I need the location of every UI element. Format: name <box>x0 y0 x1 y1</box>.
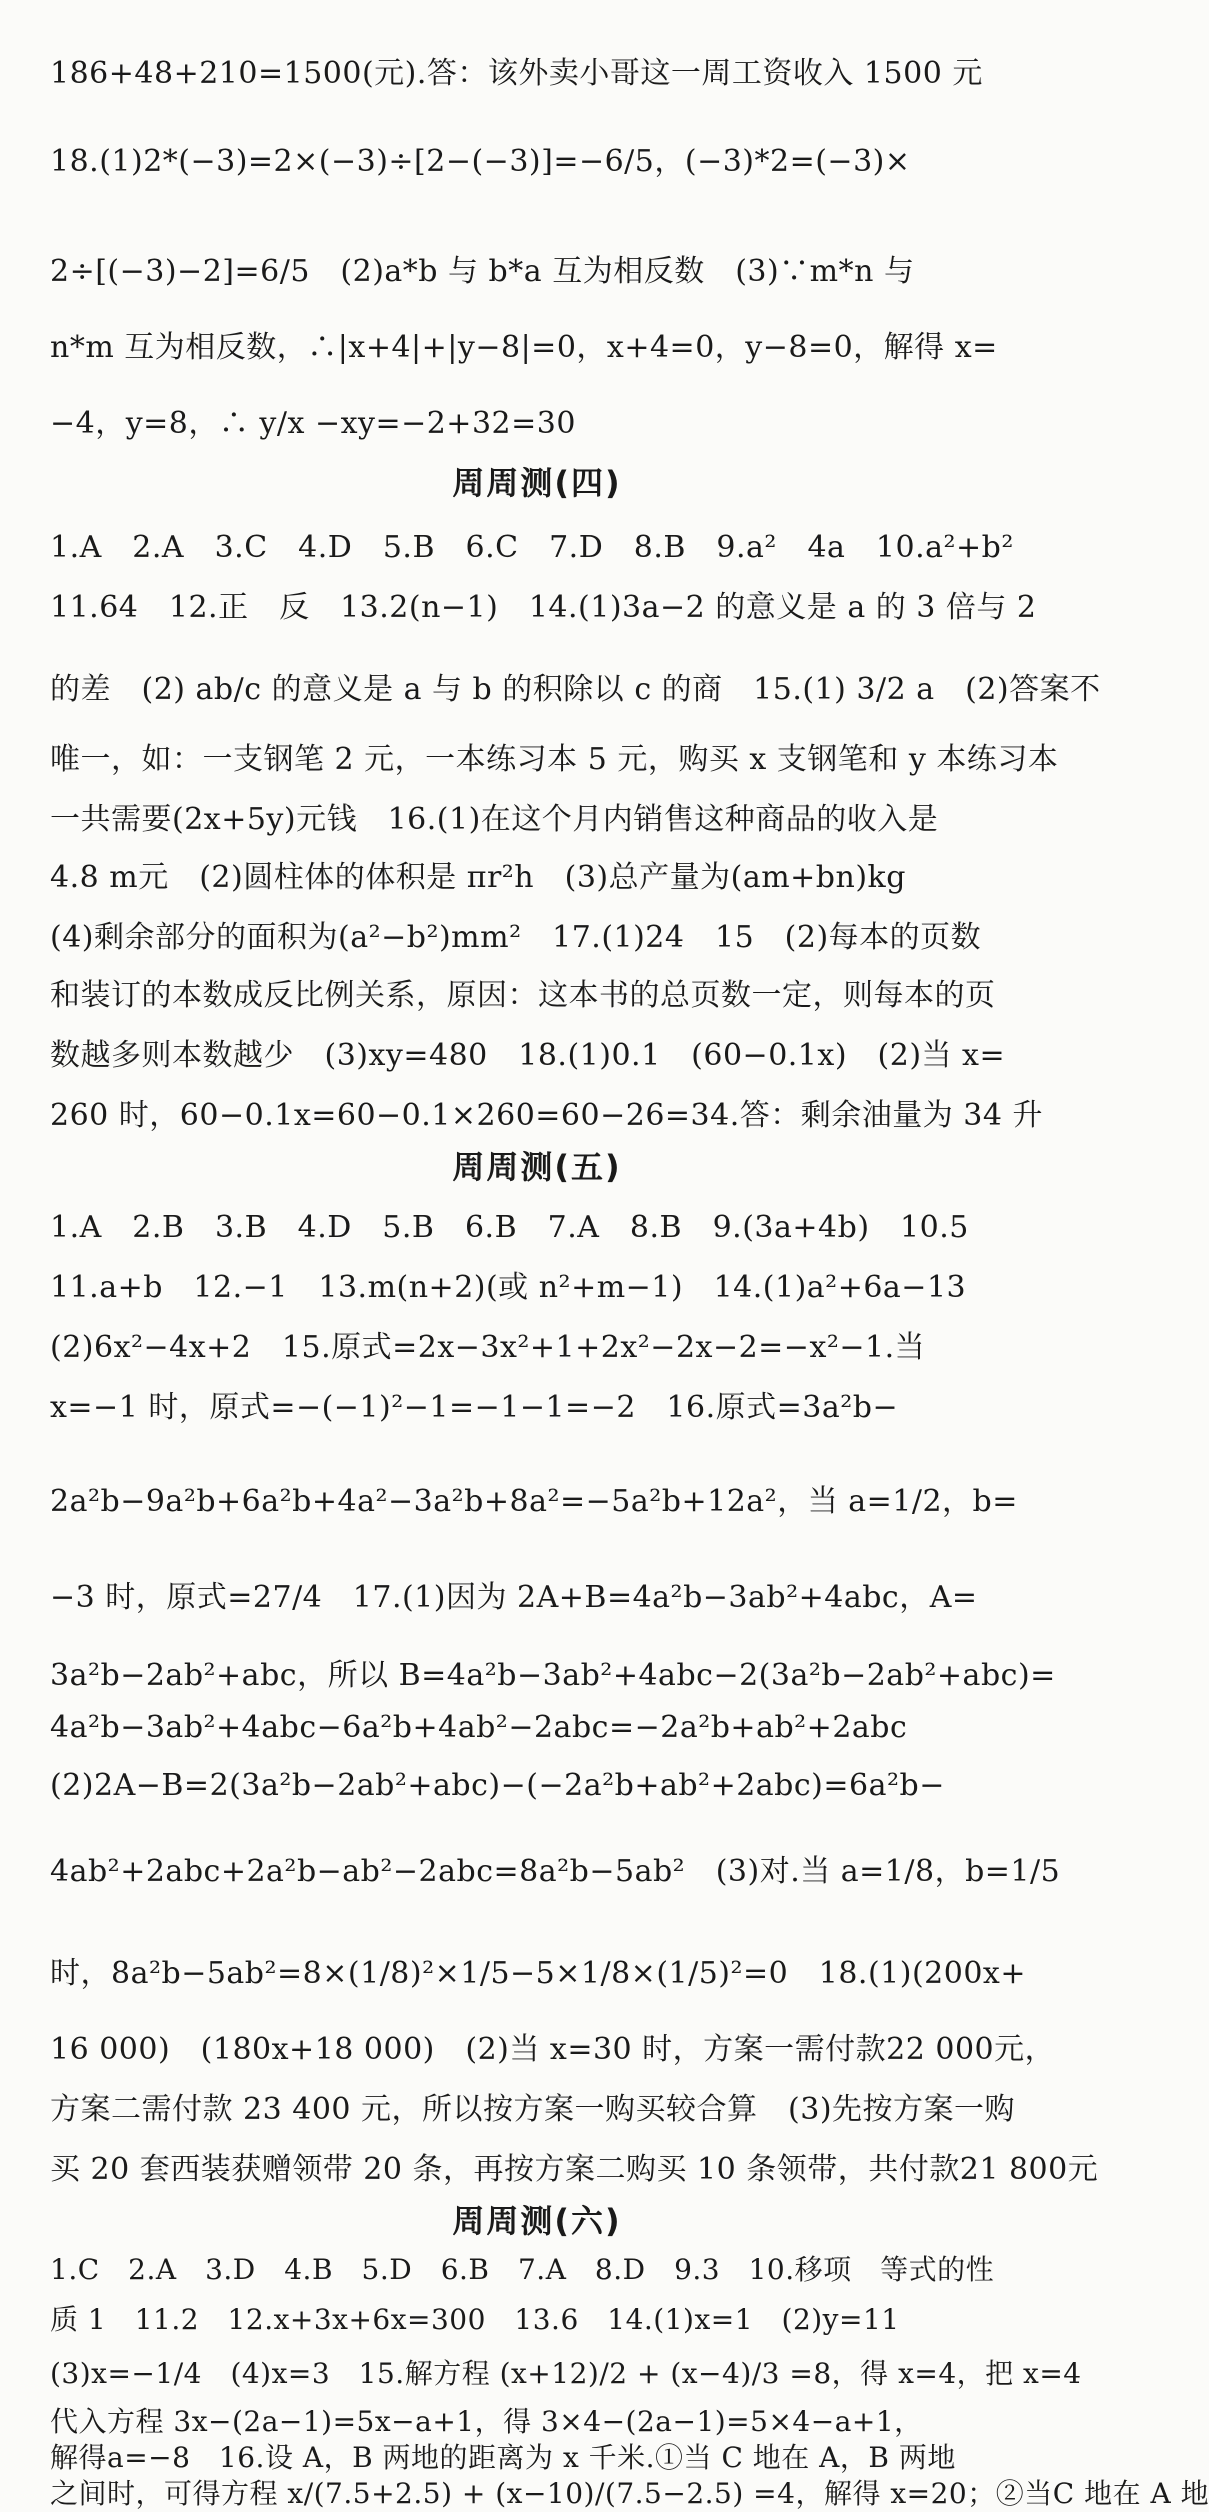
text-line: 一共需要(2x+5y)元钱 16.(1)在这个月内销售这种商品的收入是 <box>50 802 939 837</box>
text-line: 1.A 2.B 3.B 4.D 5.B 6.B 7.A 8.B 9.(3a+4b) 10.5 <box>50 1210 969 1245</box>
text-line: 11.64 12.正 反 13.2(n−1) 14.(1)3a−2 的意义是 a 的 3 倍与 2 <box>50 590 1037 625</box>
text-line: (3)x=−1/4 (4)x=3 15.解方程 (x+12)/2 + (x−4)/3 =8，得 x=4，把 x=4 <box>50 2357 1082 2390</box>
text-line: −4，y=8，∴ y/x −xy=−2+32=30 <box>50 406 576 441</box>
text-line: 和装订的本数成反比例关系，原因：这本书的总页数一定，则每本的页 <box>50 978 996 1013</box>
text-line: 4ab²+2abc+2a²b−ab²−2abc=8a²b−5ab² (3)对.当 a=1/8，b=1/5 <box>50 1854 1061 1889</box>
text-line: 18.(1)2*(−3)=2×(−3)÷[2−(−3)]=−6/5，(−3)*2=(−3)× <box>50 144 911 179</box>
text-line: 数越多则本数越少 (3)xy=480 18.(1)0.1 (60−0.1x) (2)当 x= <box>50 1038 1006 1073</box>
section-heading-week-6: 周周测(六) <box>452 2202 622 2240</box>
text-line: 16 000) (180x+18 000) (2)当 x=30 时，方案一需付款22 000元， <box>50 2032 1056 2067</box>
text-line: 质 1 11.2 12.x+3x+6x=300 13.6 14.(1)x=1 (2)y=11 <box>50 2303 900 2336</box>
text-line: 买 20 套西装获赠领带 20 条，再按方案二购买 10 条领带，共付款21 800元 <box>50 2152 1099 2187</box>
text-line: 时，8a²b−5ab²=8×(1/8)²×1/5−5×1/8×(1/5)²=0 18.(1)(200x+ <box>50 1956 1026 1991</box>
text-line: (2)2A−B=2(3a²b−2ab²+abc)−(−2a²b+ab²+2abc)=6a²b− <box>50 1768 945 1803</box>
text-line: 4a²b−3ab²+4abc−6a²b+4ab²−2abc=−2a²b+ab²+2abc <box>50 1710 908 1745</box>
text-line: 4.8 m元 (2)圆柱体的体积是 πr²h (3)总产量为(am+bn)kg <box>50 860 906 895</box>
text-line: 1.C 2.A 3.D 4.B 5.D 6.B 7.A 8.D 9.3 10.移项 等式的性 <box>50 2253 995 2286</box>
section-heading-week-5: 周周测(五) <box>452 1148 622 1186</box>
text-line: 2a²b−9a²b+6a²b+4a²−3a²b+8a²=−5a²b+12a²，当 a=1/2，b= <box>50 1484 1018 1519</box>
text-line: 的差 (2) ab/c 的意义是 a 与 b 的积除以 c 的商 15.(1) 3/2 a (2)答案不 <box>50 672 1101 707</box>
text-line: (4)剩余部分的面积为(a²−b²)mm² 17.(1)24 15 (2)每本的页数 <box>50 920 982 955</box>
text-line: 解得a=−8 16.设 A，B 两地的距离为 x 千米.①当 C 地在 A，B 两地 <box>50 2441 956 2474</box>
text-line: −3 时，原式=27/4 17.(1)因为 2A+B=4a²b−3ab²+4abc，A= <box>50 1580 978 1615</box>
text-line: 2÷[(−3)−2]=6/5 (2)a*b 与 b*a 互为相反数 (3)∵m*n 与 <box>50 254 915 289</box>
text-line: 方案二需付款 23 400 元，所以按方案一购买较合算 (3)先按方案一购 <box>50 2092 1016 2127</box>
text-line: 唯一，如：一支钢笔 2 元，一本练习本 5 元，购买 x 支钢笔和 y 本练习本 <box>50 742 1059 777</box>
text-line: 之间时，可得方程 x/(7.5+2.5) + (x−10)/(7.5−2.5) =4，解得 x=20；②当C 地在 A 地 <box>50 2477 1209 2510</box>
section-heading-week-4: 周周测(四) <box>452 464 622 502</box>
text-line: 3a²b−2ab²+abc，所以 B=4a²b−3ab²+4abc−2(3a²b−2ab²+abc)= <box>50 1658 1056 1693</box>
text-line: 260 时，60−0.1x=60−0.1×260=60−26=34.答：剩余油量为 34 升 <box>50 1098 1044 1133</box>
text-line: n*m 互为相反数，∴|x+4|+|y−8|=0，x+4=0，y−8=0，解得 x= <box>50 330 998 365</box>
text-line: 11.a+b 12.−1 13.m(n+2)(或 n²+m−1) 14.(1)a²+6a−13 <box>50 1270 967 1305</box>
text-line: x=−1 时，原式=−(−1)²−1=−1−1=−2 16.原式=3a²b− <box>50 1390 899 1425</box>
text-line: 186+48+210=1500(元).答：该外卖小哥这一周工资收入 1500 元 <box>50 56 983 91</box>
text-line: (2)6x²−4x+2 15.原式=2x−3x²+1+2x²−2x−2=−x²−1.当 <box>50 1330 926 1365</box>
text-line: 代入方程 3x−(2a−1)=5x−a+1，得 3×4−(2a−1)=5×4−a+1， <box>50 2405 923 2438</box>
text-line: 1.A 2.A 3.C 4.D 5.B 6.C 7.D 8.B 9.a² 4a 10.a²+b² <box>50 530 1014 565</box>
